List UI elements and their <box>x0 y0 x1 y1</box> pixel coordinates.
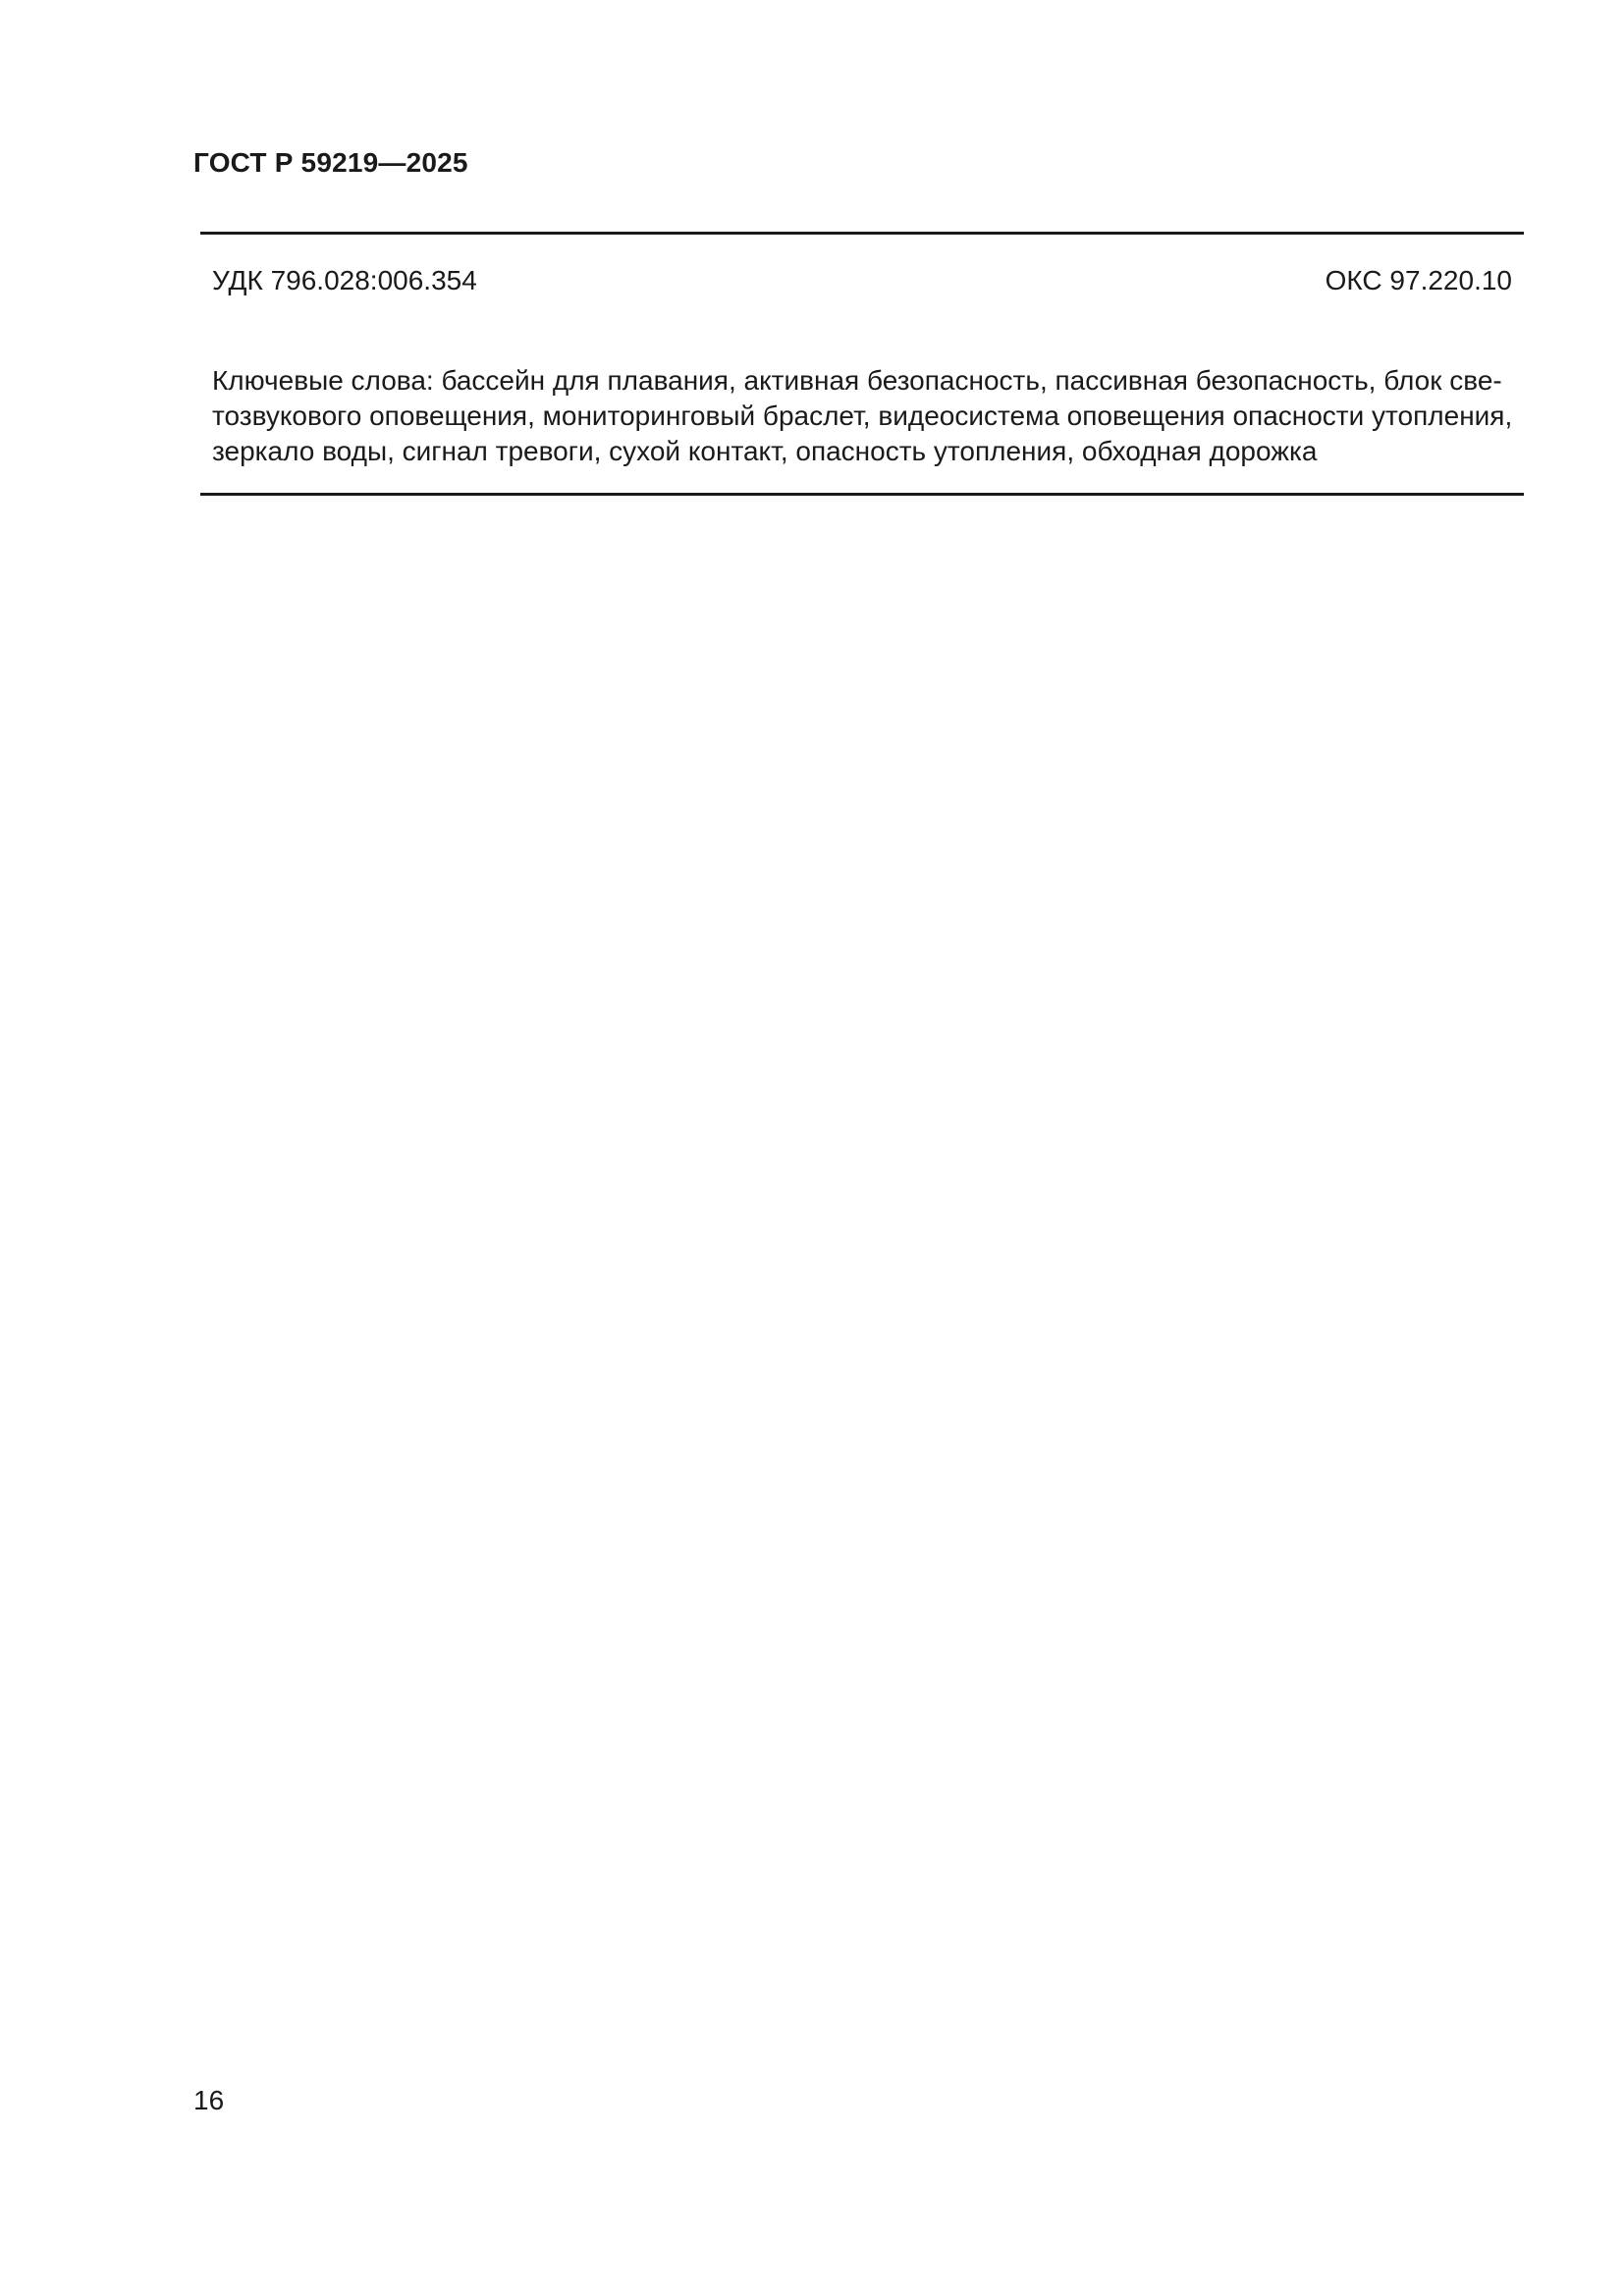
keywords-line: Ключевые слова: бассейн для плавания, активная безопасность, пассивная безопасность, блок све- <box>212 365 1502 396</box>
oks-code: ОКС 97.220.10 <box>1325 265 1512 295</box>
bottom-divider <box>200 493 1524 496</box>
keywords-line: тозвукового оповещения, мониторинговый браслет, видеосистема оповещения опасности утопления, <box>212 400 1513 431</box>
keywords-block <box>212 363 1518 469</box>
keywords-line: зеркало воды, сигнал тревоги, сухой контакт, опасность утопления, обходная дорожка <box>212 436 1318 466</box>
top-divider <box>200 232 1524 235</box>
document-code: ГОСТ Р 59219—2025 <box>193 147 468 178</box>
page-number: 16 <box>193 2085 225 2115</box>
udk-code: УДК 796.028:006.354 <box>212 265 477 295</box>
